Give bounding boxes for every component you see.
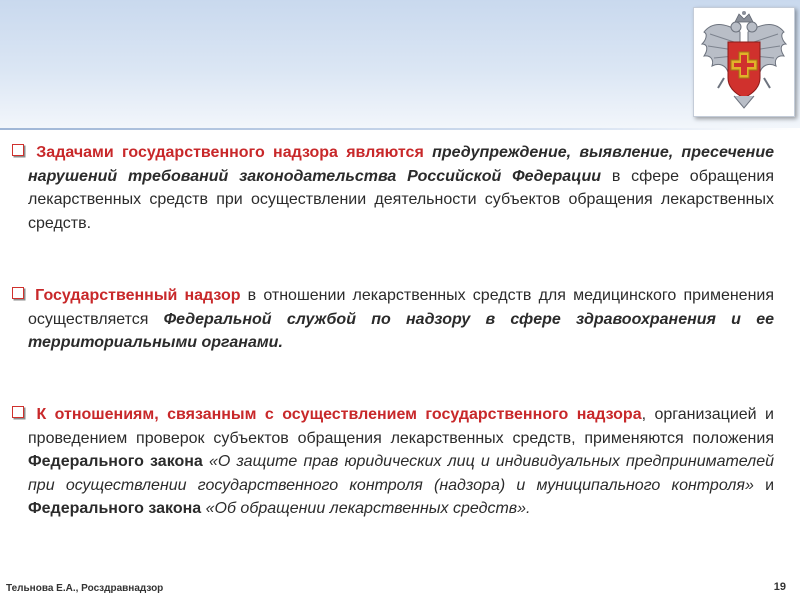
p1-emphasis: предупреждение, выявление, пресечение нарушений требований законодательства Российской Федерации: [28, 144, 775, 185]
page-number: 19: [773, 581, 786, 593]
paragraph-supervision-tasks: [28, 141, 774, 235]
p3-law1-title: «О защите прав юридических лиц и индивидуальных предпринимателей при осуществлении государственного контроля (надзора) и муниципального контроля»: [28, 453, 774, 494]
paragraph-legal-relations: [28, 403, 774, 521]
p3-mid: , организацией и проведением проверок субъектов обращения лекарственных средств, применяются положения: [28, 406, 774, 447]
footer-author: Тельнова Е.А., Росздравнадзор: [6, 583, 164, 594]
p2-mid: в отношении лекарственных средств для медицинского применения осуществляется: [28, 287, 775, 328]
p3-and: и: [765, 476, 774, 494]
p3-law2-title: «Об обращении лекарственных средств».: [205, 500, 531, 517]
paragraph-state-supervision: [28, 284, 774, 355]
p3-law2: Федерального закона: [28, 500, 202, 517]
p3-lead: К отношениям, связанным с осуществлением государственного надзора: [36, 406, 642, 423]
p1-lead: Задачами государственного надзора являются: [36, 144, 424, 161]
p3-law1: Федерального закона: [28, 453, 203, 470]
checkbox-bullet-icon: [12, 144, 24, 156]
p2-emphasis: Федеральной службой по надзору в сфере здравоохранения и ее территориальными органами.: [28, 310, 774, 351]
p1-rest: в сфере обращения лекарственных средств при осуществлении деятельности субъектов обращения лекарственных средств.: [28, 167, 774, 232]
checkbox-bullet-icon: [12, 406, 24, 418]
checkbox-bullet-icon: [12, 287, 24, 299]
p2-lead: Государственный надзор: [35, 287, 241, 304]
